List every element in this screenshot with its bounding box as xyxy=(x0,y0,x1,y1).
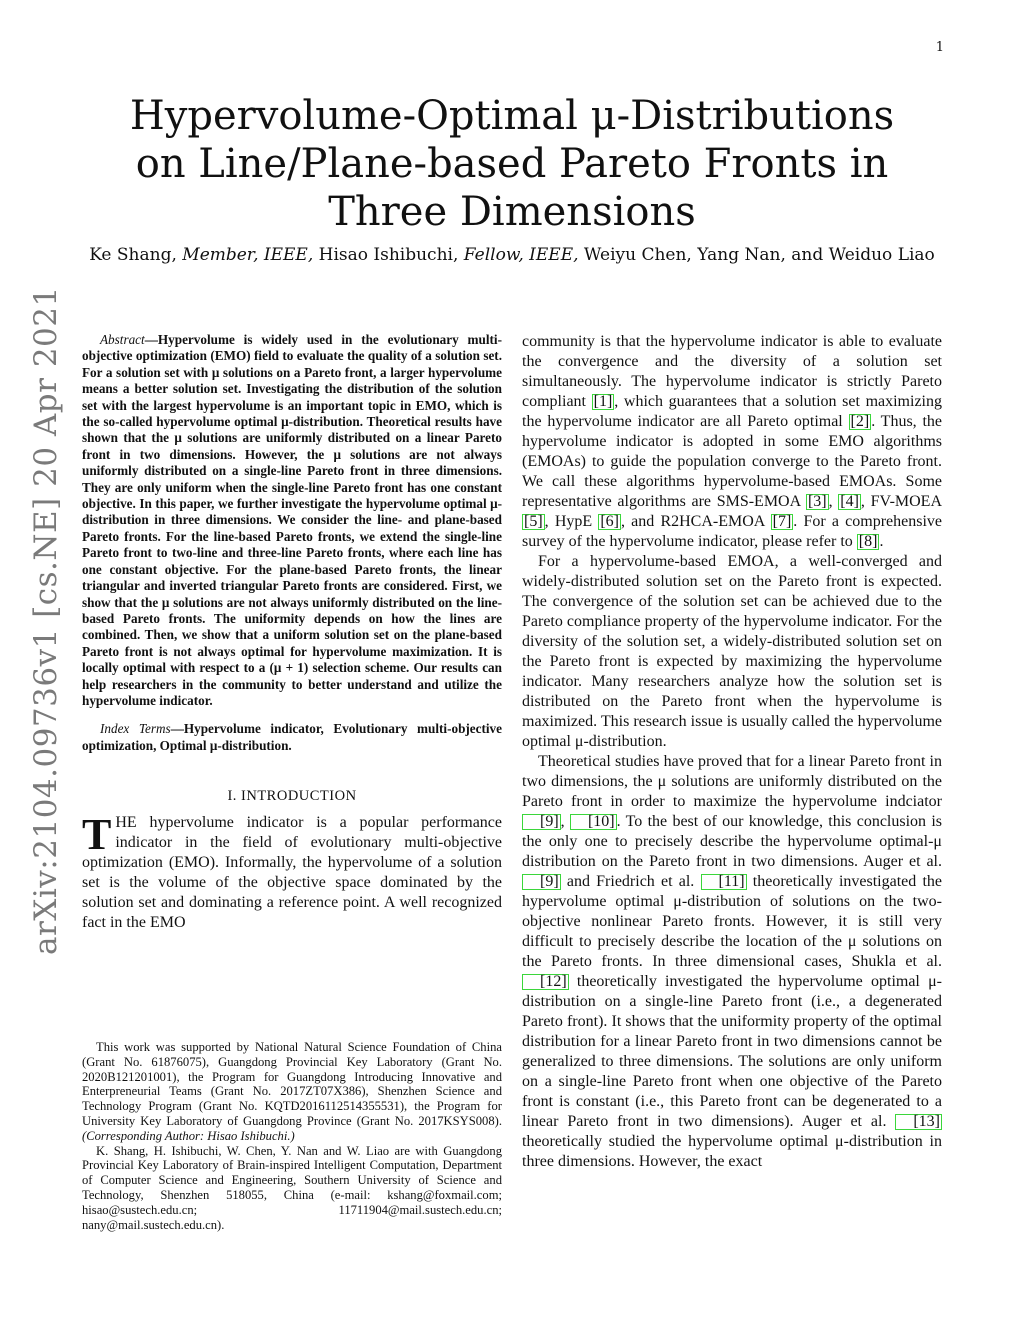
text-run: , xyxy=(828,493,839,510)
citation-link[interactable]: [5] xyxy=(524,513,543,530)
index-terms-text: —Hypervolume indicator, Evolutionary multi-objective optimization, Optimal μ-distribution. xyxy=(82,721,502,753)
text-run: theoretically studied the hypervolume optimal μ-distribution in three dimensions. However, the exact xyxy=(522,1133,942,1170)
text-run: Theoretical studies have proved that for a linear Pareto front in two dimensions, the μ solutions are uniformly distributed on the Pareto front in order to maximize the hypervolume indciator xyxy=(522,753,942,810)
affiliation-footnote: K. Shang, H. Ishibuchi, W. Chen, Y. Nan and W. Liao are with Guangdong Provincial Key Laboratory of Brain-inspired Intelligent Computation, Department of Computer Science and Engineering, Southern University of Science and Technology, Shenzhen 518055, China (e-mail: kshang@foxmail.com; hisao@sustech.edu.cn; 11711904@mail.sustech.edu.cn; nany@mail.sustech.edu.cn). xyxy=(82,1143,502,1232)
author-1: Ke Shang, xyxy=(89,245,177,265)
left-column xyxy=(82,332,502,933)
abstract-label: Abstract xyxy=(100,332,145,347)
citation-link[interactable]: [2] xyxy=(850,413,870,430)
text-run: . Thus, the hypervolume indicator is adopted in some EMO algorithms (EMOAs) to guide the population converge to the Pareto front. We call these algorithms hypervolume-based EMOAs. Some representative algorithms are SMS-EMOA xyxy=(522,413,942,510)
paragraph-1 xyxy=(522,332,942,552)
citation-link[interactable]: [7] xyxy=(772,513,792,530)
arxiv-identifier: arXiv:2104.09736v1 [cs.NE] 20 Apr 2021 xyxy=(28,286,64,955)
citation-link[interactable]: [3] xyxy=(807,493,827,510)
index-terms xyxy=(82,721,502,754)
footnotes xyxy=(82,1040,502,1232)
text-run: community is that the hypervolume indicator is able to evaluate the convergence and the diversity of a solution set simultaneously. The hypervolume indicator is strictly Pareto compliant xyxy=(522,333,942,410)
paragraph-2: For a hypervolume-based EMOA, a well-converged and widely-distributed solution set on the Pareto front is expected. The convergence of the solution set can be achieved due to the Pareto compliance property of the hypervolume indicator. For the diversity of the solution set, a widely-distributed solution set on the Pareto front is expected by maximizing the hypervolume indicator. Many researchers analyze how the solution set is distributed on the Pareto front when the hypervolume is maximized. This research issue is usually called the hypervolume optimal μ-distribution. xyxy=(522,553,942,750)
citation-link[interactable]: [12] xyxy=(522,974,569,990)
citation-link[interactable]: [9] xyxy=(522,814,561,830)
text-run: . For a comprehensive survey of the hypervolume indicator, please refer to xyxy=(522,513,943,550)
text-run: , HypE xyxy=(544,513,599,530)
index-terms-label: Index Terms xyxy=(100,721,171,737)
text-run: . To the best of our knowledge, this conclusion is the only one to precisely describe the hypervolume optimal-μ distribution on the Pareto front in two dimensions. Auger et al. xyxy=(522,813,943,870)
citation-link[interactable]: [10] xyxy=(570,814,617,830)
other-authors: Weiyu Chen, Yang Nan, and Weiduo Liao xyxy=(583,245,935,265)
author-2-role: Fellow, IEEE, xyxy=(463,245,579,265)
text-run: , which guarantees that a solution set maximizing the hypervolume indicator are all Pareto optimal xyxy=(522,393,942,430)
funding-text: This work was supported by National Natural Science Foundation of China (Grant No. 61876075), Guangdong Provincial Key Laboratory (Grant No. 2020B121201001), the Program for Guangdong Introducing Innovative and Enterpreneurial Teams (Grant No. 2017ZT07X386), Shenzhen Science and Technology Program (Grant No. KQTD2016112514355531), the Program for University Key Laboratory of Guangdong Province (Grant No. 2017KSYS008). xyxy=(82,1040,502,1128)
paragraph-3 xyxy=(522,752,942,1172)
author-1-role: Member, IEEE, xyxy=(182,245,314,265)
citation-link[interactable]: [1] xyxy=(593,393,613,410)
intro-paragraph xyxy=(82,810,502,933)
citation-link[interactable]: [9] xyxy=(522,874,561,890)
section-heading: I. INTRODUCTION xyxy=(227,788,357,805)
drop-cap: T xyxy=(82,810,112,860)
citation-link[interactable]: [6] xyxy=(600,513,619,530)
abstract-text: —Hypervolume is widely used in the evolutionary multi-objective optimization (EMO) field to evaluate the quality of a solution set. For a solution set with μ solutions on a Pareto front, a larger hypervolume means a better solution set. Investigating the distribution of the solution set with the largest hypervolume is an important topic in EMO, which is the so-called hypervolume optimal μ-distribution. Theoretical results have shown that the μ solutions are uniformly distributed on a linear Pareto front in two dimensions. However, the μ solutions are not always uniformly distributed on a single-line Pareto front in three dimensions. They are only uniform when the single-line Pareto front has one constant objective. In this paper, we further investigate the hypervolume optimal μ-distribution in three dimensions. We consider the line- and plane-based Pareto fronts. For the line-based Pareto fronts, we extend the single-line Pareto front to two-line and three-line Pareto fronts, where each line has one constant objective. For the plane-based Pareto fronts, the linear triangular and inverted triangular Pareto fronts are considered. First, we show that the μ solutions are not always uniformly distributed on the line-based Pareto fronts. The uniformity depends on how the lines are combined. Then, we show that a uniform solution set on the plane-based Pareto front is not always optimal for hypervolume maximization. It is locally optimal with respect to a (μ + 1) selection scheme. Our results can help researchers in the community to better understand and utilize the hypervolume indicator. xyxy=(82,332,502,708)
paper-title: Hypervolume-Optimal μ-Distributions on Line/Plane-based Pareto Fronts in Three Dimensions xyxy=(129,93,895,235)
page-number: 1 xyxy=(935,40,944,55)
citation-link[interactable]: [8] xyxy=(858,533,878,550)
funding-footnote xyxy=(82,1040,502,1144)
abstract xyxy=(82,332,502,709)
text-run: , FV-MOEA xyxy=(860,493,943,510)
author-2: Hisao Ishibuchi, xyxy=(318,245,459,265)
text-run: theoretically investigated the hypervolume optimal μ-distribution of solutions on the two-objective nonlinear Pareto fronts. However, it is still very difficult to precisely describe the location of the μ solutions on the Pareto fronts. In three dimensional cases, Shukla et al. xyxy=(522,873,943,970)
right-column xyxy=(522,332,942,1172)
citation-link[interactable]: [4] xyxy=(840,493,859,510)
text-run: theoretically investigated the hypervolume optimal μ-distribution on a single-line Pareto front (i.e., a degenerated Pareto front). It shows that the uniformity property of the optimal distribution for a linear Pareto front in two dimensions cannot be generalized to three dimensions. The solutions are only uniform on a single-line Pareto front when one objective of the Pareto front is constant (i.e., this Pareto front can be degenerated to a linear Pareto front in two dimensions). Auger et al. xyxy=(522,973,942,1130)
text-run: and Friedrich et al. xyxy=(560,873,701,890)
citation-link[interactable]: [11] xyxy=(701,874,747,890)
citation-link[interactable]: [13] xyxy=(895,1114,942,1130)
corresponding-author: (Corresponding Author: Hisao Ishibuchi.) xyxy=(82,1128,295,1143)
text-run: , and R2HCA-EMOA xyxy=(621,513,771,530)
author-list xyxy=(60,245,964,265)
text-run: , xyxy=(560,813,570,830)
intro-text: HE hypervolume indicator is a popular performance indicator in the field of evolutionary multi-objective optimization (EMO). Informally, the hypervolume of a solution set is the volume of the objective space dominated by the solution set and dominating a reference point. A well recognized fact in the EMO xyxy=(82,814,502,932)
text-run: . xyxy=(879,533,884,550)
